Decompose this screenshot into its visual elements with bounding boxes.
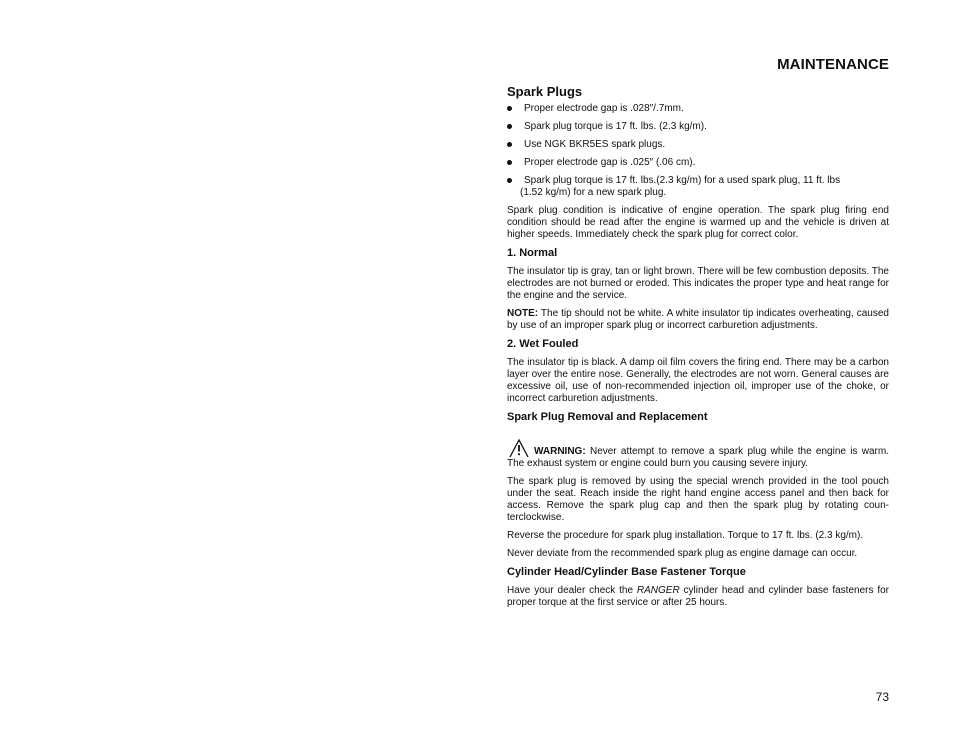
normal-heading: 1. Normal (507, 247, 558, 259)
list-item (507, 175, 889, 199)
list-item-continuation: (1.52 kg/m) for a new spark plug. (520, 187, 667, 198)
list-item-text: Spark plug torque is 17 ft. lbs.(2.3 kg/m) for a used spark plug, 11 ft. lbs (524, 175, 841, 186)
note-text: The tip should not be white. A white insulator tip indicates overheating, caused by use of an improper spark plug or incorrect carburetion adjustments. (507, 308, 889, 331)
list-item (507, 121, 889, 133)
bullet-icon (507, 124, 512, 129)
warning-label: WARNING: (534, 446, 586, 457)
list-item-text: Use NGK BKR5ES spark plugs. (524, 139, 666, 150)
warning-triangle-icon (507, 438, 531, 458)
cylinder-text-before: Have your dealer check the (507, 585, 637, 596)
removal-heading: Spark Plug Removal and Replacement (507, 411, 708, 423)
list-item (507, 103, 889, 115)
warning-block (507, 438, 889, 470)
removal-paragraph-3: Never deviate from the recommended spark plug as engine damage can occur. (507, 548, 858, 559)
spark-plugs-title: Spark Plugs (507, 84, 583, 99)
bullet-icon (507, 142, 512, 147)
cylinder-text (507, 585, 889, 609)
bullet-icon (507, 178, 512, 183)
section-header: MAINTENANCE (777, 56, 889, 73)
note-label: NOTE: (507, 308, 539, 319)
normal-text: The insulator tip is gray, tan or light brown. There will be few combustion deposits. The electrodes are not burned or eroded. This indicates the proper type and heat range for the engine and the service. (507, 266, 889, 301)
list-item-text: Proper electrode gap is .028″/.7mm. (524, 103, 684, 114)
bullet-icon (507, 106, 512, 111)
bullet-icon (507, 160, 512, 165)
page-number: 73 (875, 690, 889, 704)
removal-paragraph-1: The spark plug is removed by using the special wrench provided in the tool pouch under the seat. Reach inside the right hand engine access panel and then back for access. Remove the spark plug cap and then the spark plug by rotating coun-terclockwise. (507, 476, 889, 523)
removal-paragraph-2: Reverse the procedure for spark plug installation. Torque to 17 ft. lbs. (2.3 kg/m). (507, 530, 864, 541)
cylinder-text-model: RANGER (636, 585, 680, 596)
wet-fouled-text: The insulator tip is black. A damp oil film covers the firing end. There may be a carbon layer over the entire nose. Generally, the electrodes are not worn. General causes are excessive oil, use of non-recommended injection oil, improper use of the choke, or incorrect carburetion adjustments. (507, 357, 889, 404)
spark-plug-intro: Spark plug condition is indicative of engine operation. The spark plug firing end condition should be read after the engine is warmed up and the vehicle is driven at higher speeds. Immediately check the spark plug for correct color. (507, 205, 889, 240)
warning-text: Never attempt to remove a spark plug while the engine is warm. The exhaust system or engine could burn you causing severe injury. (507, 446, 889, 469)
wet-fouled-heading: 2. Wet Fouled (507, 338, 579, 350)
spark-plug-spec-list (507, 103, 889, 199)
list-item (507, 157, 889, 169)
manual-page (507, 56, 889, 615)
cylinder-heading: Cylinder Head/Cylinder Base Fastener Torque (507, 566, 746, 578)
cylinder-text-after: cylinder head and cylinder base fasteners for proper torque at the first service or after 25 hours. (507, 585, 889, 608)
list-item (507, 139, 889, 151)
normal-note (507, 308, 889, 332)
list-item-text: Proper electrode gap is .025″ (.06 cm). (524, 157, 696, 168)
list-item-text: Spark plug torque is 17 ft. lbs. (2.3 kg/m). (524, 121, 707, 132)
